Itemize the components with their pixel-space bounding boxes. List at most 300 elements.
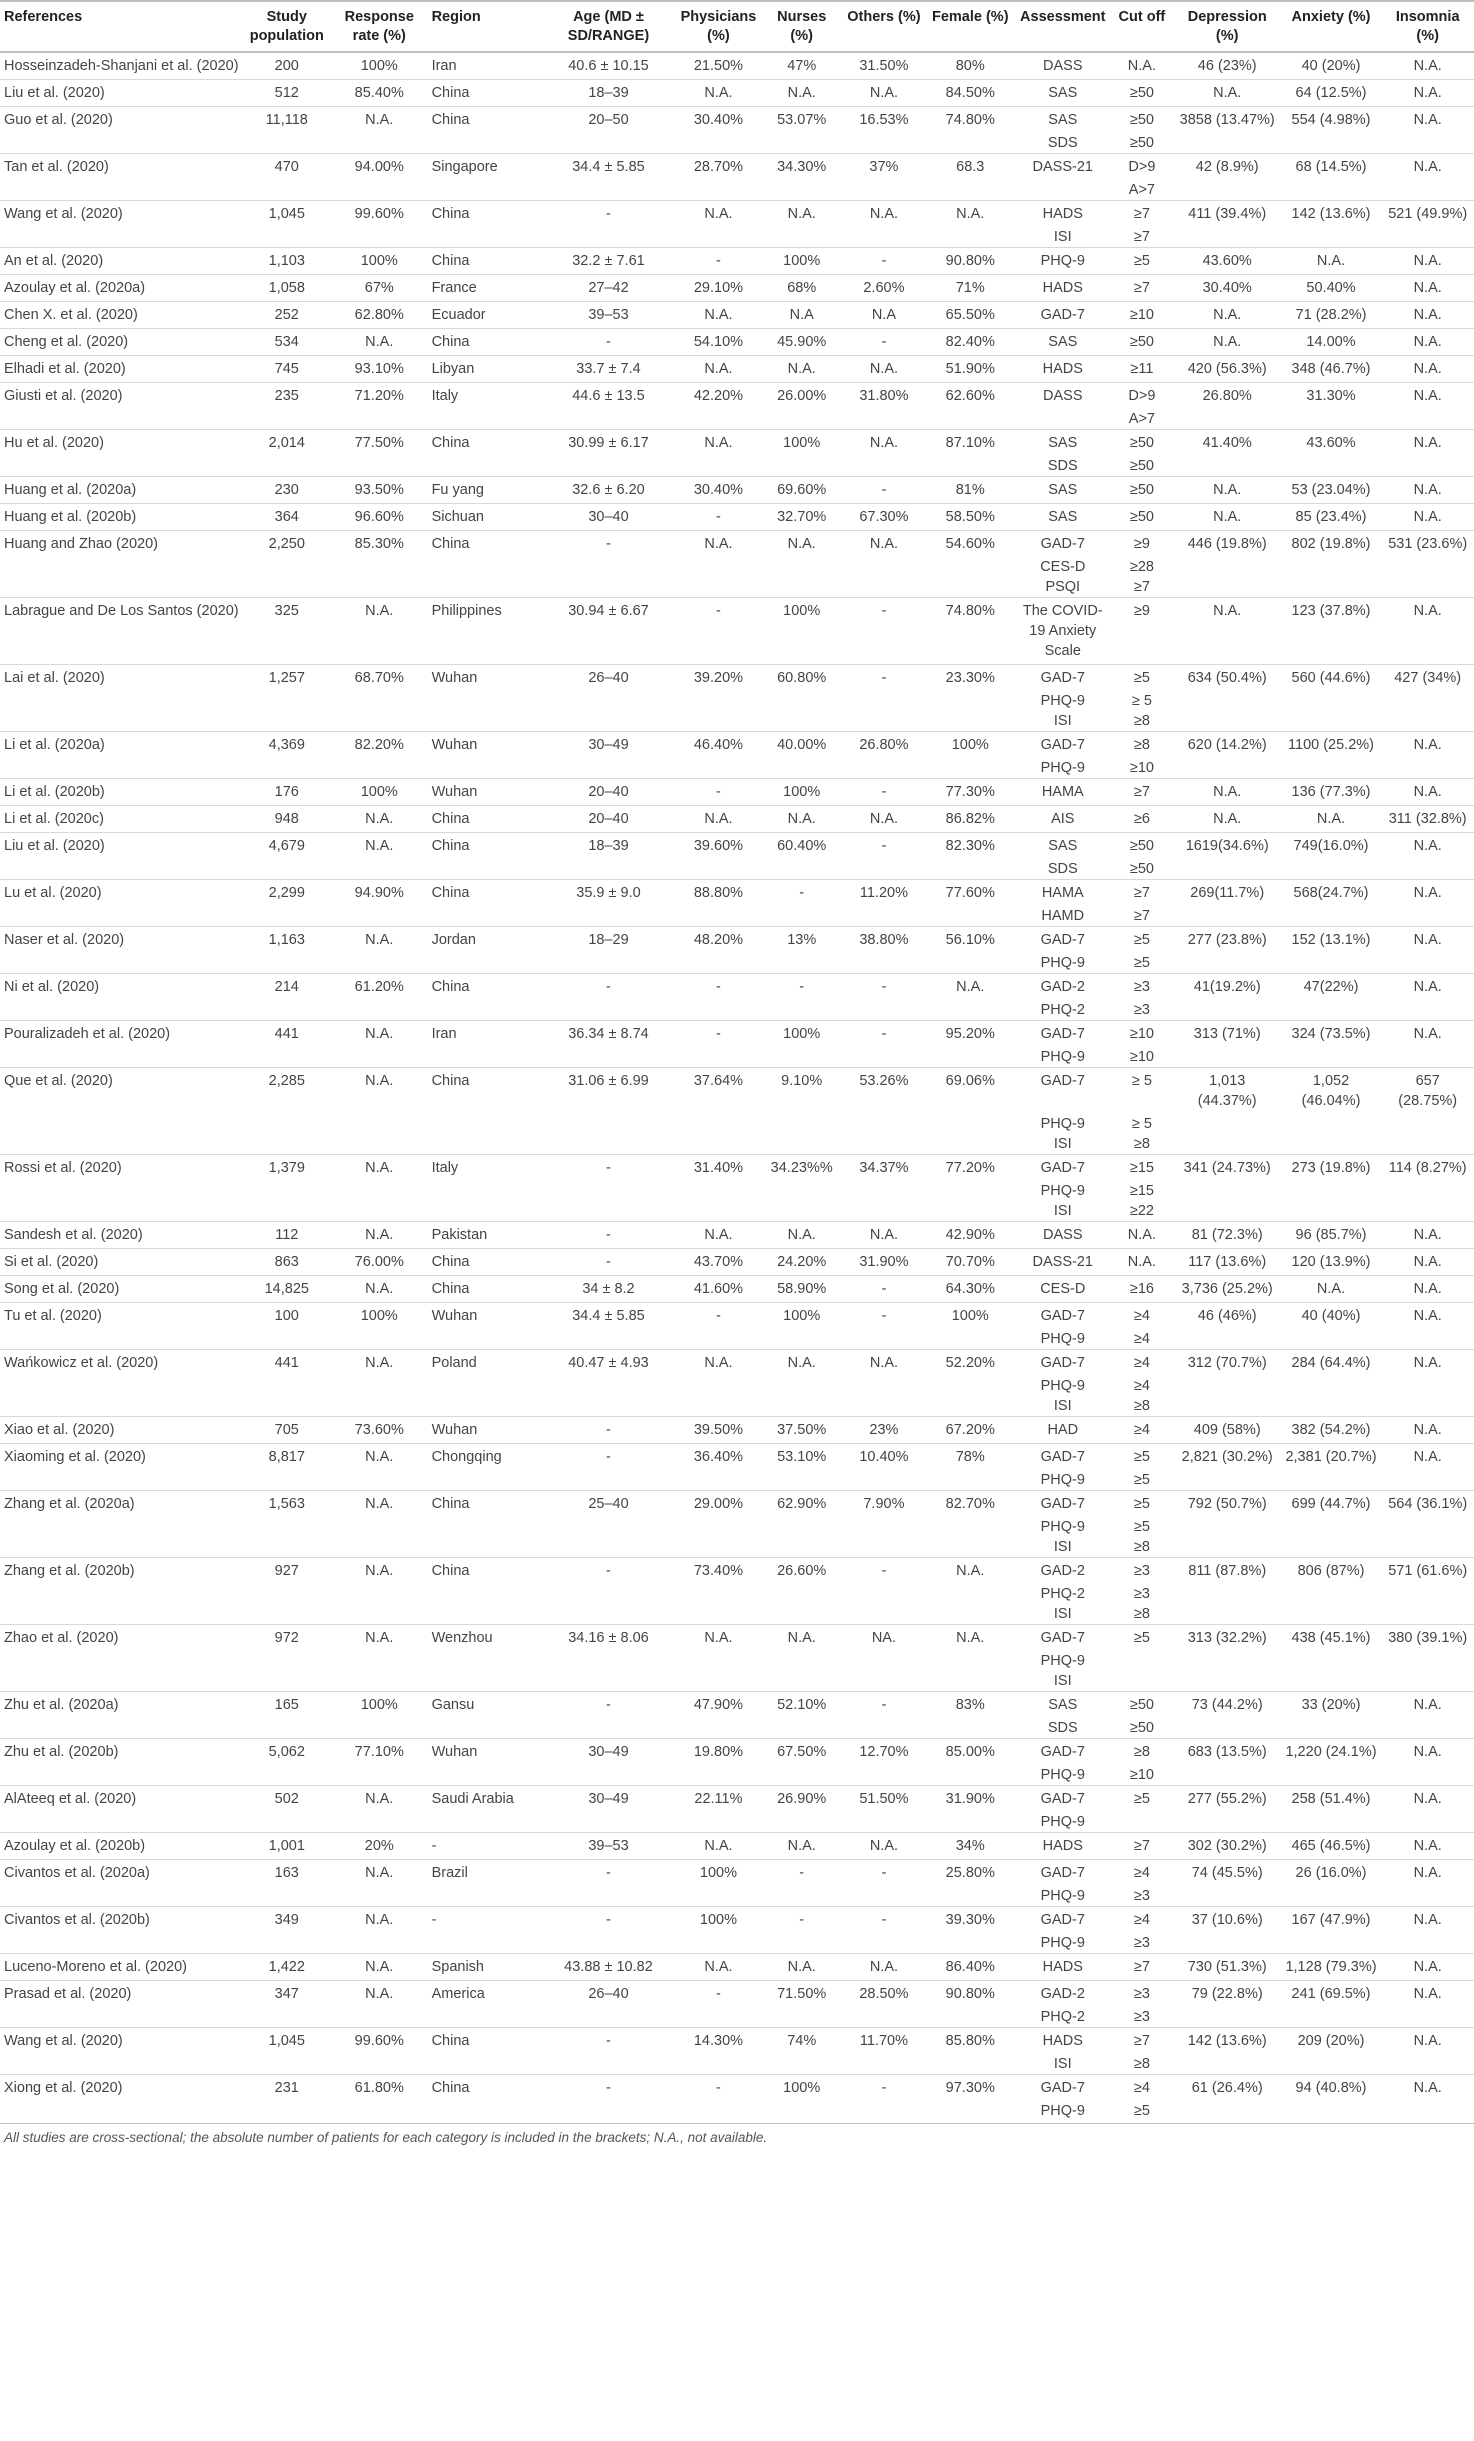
table-cell: ≥3 — [1133, 1002, 1150, 1018]
table-cell — [1174, 1651, 1281, 1671]
table-row — [0, 598, 1474, 665]
table-cell: N.A. — [761, 806, 843, 833]
table-cell — [761, 456, 843, 477]
table-cell — [331, 906, 428, 927]
table-cell — [925, 1537, 1015, 1558]
table-cell — [1110, 1671, 1174, 1692]
table-cell: 47(22%) — [1281, 974, 1382, 1001]
table-cell — [676, 1000, 760, 1021]
table-cell: ≥50 — [1110, 80, 1174, 107]
table-cell — [541, 1470, 677, 1491]
table-cell: N.A. — [761, 201, 843, 228]
table-cell — [1281, 1812, 1382, 1833]
table-cell — [541, 2101, 677, 2121]
table-cell — [1281, 1201, 1382, 1222]
table-cell: 37.50% — [761, 1417, 843, 1444]
table-cell — [1281, 1584, 1382, 1604]
table-cell — [541, 691, 677, 711]
table-cell: GAD-7 — [1015, 1860, 1110, 1887]
table-row — [0, 1276, 1474, 1303]
table-cell — [676, 1604, 760, 1625]
table-cell: ≥4 — [1110, 1350, 1174, 1377]
table-cell: ≥28 — [1129, 559, 1154, 575]
table-cell: China — [428, 974, 541, 1001]
table-cell: 26.60% — [761, 1558, 843, 1585]
table-cell — [761, 711, 843, 732]
table-cell: ≥7 — [1133, 579, 1150, 595]
table-cell: PHQ-9 — [1040, 1331, 1085, 1347]
table-cell: 28.70% — [676, 154, 760, 181]
table-cell: N.A. — [843, 356, 925, 383]
table-cell: N.A. — [1381, 2075, 1474, 2102]
table-cell — [676, 1584, 760, 1604]
table-cell — [243, 1517, 331, 1537]
table-cell — [843, 953, 925, 974]
table-cell — [761, 1134, 843, 1155]
table-cell: ≥4 — [1133, 1378, 1150, 1394]
table-cell — [676, 1329, 760, 1350]
table-row — [0, 732, 1474, 759]
table-cell — [1174, 758, 1281, 779]
table-cell: 40.47 ± 4.93 — [541, 1350, 677, 1377]
table-cell: N.A. — [843, 531, 925, 558]
table-cell: ≥50 — [1129, 1720, 1154, 1736]
table-cell — [1174, 1584, 1281, 1604]
table-cell: 18–39 — [541, 833, 677, 860]
table-cell — [1174, 711, 1281, 732]
table-cell: 54.10% — [676, 329, 760, 356]
table-cell — [676, 180, 760, 201]
table-cell: N.A. — [843, 80, 925, 107]
table-cell: ≥50 — [1110, 504, 1174, 531]
table-row — [0, 227, 1474, 248]
table-cell — [925, 906, 1015, 927]
table-cell: 26.80% — [1174, 383, 1281, 410]
table-cell: 78% — [925, 1444, 1015, 1471]
table-cell — [428, 1329, 541, 1350]
table-cell — [243, 1604, 331, 1625]
table-cell: Gansu — [428, 1692, 541, 1719]
table-cell: 863 — [243, 1249, 331, 1276]
table-cell — [925, 577, 1015, 598]
table-cell: 284 (64.4%) — [1281, 1350, 1382, 1377]
table-cell: 21.50% — [676, 52, 760, 80]
table-cell — [843, 1604, 925, 1625]
table-cell — [243, 1812, 331, 1833]
table-cell: 82.20% — [331, 732, 428, 759]
table-cell: N.A. — [761, 80, 843, 107]
table-cell: ≥5 — [1110, 1786, 1174, 1813]
table-cell — [428, 1933, 541, 1954]
table-row — [0, 329, 1474, 356]
table-cell — [428, 1000, 541, 1021]
table-cell — [428, 1114, 541, 1134]
table-cell — [0, 1584, 243, 1604]
table-cell: 235 — [243, 383, 331, 410]
table-cell: - — [843, 779, 925, 806]
table-cell: 81% — [925, 477, 1015, 504]
table-cell: 36.40% — [676, 1444, 760, 1471]
table-cell: Brazil — [428, 1860, 541, 1887]
table-cell: 43.88 ± 10.82 — [541, 1954, 677, 1981]
table-cell: 30–49 — [541, 1786, 677, 1813]
table-cell: CES-D — [1040, 559, 1086, 575]
table-cell: 11.70% — [843, 2028, 925, 2055]
table-cell: 1,128 (79.3%) — [1281, 1954, 1382, 1981]
table-row — [0, 711, 1474, 732]
table-cell — [761, 557, 843, 577]
table-cell: 18–29 — [541, 927, 677, 954]
table-cell: 43.60% — [1174, 248, 1281, 275]
table-cell: N.A. — [1381, 1981, 1474, 2008]
table-cell — [428, 691, 541, 711]
table-cell: 37 (10.6%) — [1174, 1907, 1281, 1934]
table-cell — [541, 953, 677, 974]
table-row — [0, 1812, 1474, 1833]
table-cell — [676, 859, 760, 880]
table-cell: 26.80% — [843, 732, 925, 759]
table-cell: 47.90% — [676, 1692, 760, 1719]
table-cell: - — [428, 1833, 541, 1860]
table-cell: Huang et al. (2020a) — [0, 477, 243, 504]
table-cell: N.A. — [1281, 806, 1382, 833]
table-cell: - — [761, 974, 843, 1001]
table-cell: ≥7 — [1133, 908, 1150, 924]
table-cell — [243, 1537, 331, 1558]
table-cell: 165 — [243, 1692, 331, 1719]
table-cell: SAS — [1015, 329, 1110, 356]
table-cell — [243, 1886, 331, 1907]
table-cell: Wuhan — [428, 1303, 541, 1330]
table-cell: Li et al. (2020b) — [0, 779, 243, 806]
table-row — [0, 275, 1474, 302]
table-cell — [428, 1047, 541, 1068]
table-cell — [331, 1812, 428, 1833]
table-row — [0, 1517, 1474, 1537]
table-cell — [843, 1584, 925, 1604]
table-cell — [1281, 409, 1382, 430]
table-cell: N.A. — [331, 1625, 428, 1652]
table-cell: N.A. — [925, 1625, 1015, 1652]
table-cell: - — [676, 504, 760, 531]
table-cell — [1174, 691, 1281, 711]
table-cell — [243, 859, 331, 880]
table-cell: HADS — [1015, 275, 1110, 302]
table-cell: PHQ-9 — [1040, 2103, 1085, 2119]
table-cell — [1381, 1718, 1474, 1739]
header-row — [0, 1, 1474, 52]
table-cell: SAS — [1015, 833, 1110, 860]
table-cell — [1174, 1329, 1281, 1350]
table-cell — [676, 227, 760, 248]
table-cell: 51.50% — [843, 1786, 925, 1813]
table-cell: 31.30% — [1281, 383, 1382, 410]
table-cell: - — [541, 2028, 677, 2055]
table-cell: 241 (69.5%) — [1281, 1981, 1382, 2008]
table-cell — [541, 1181, 677, 1201]
table-cell: 34.4 ± 5.85 — [541, 1303, 677, 1330]
table-cell: SDS — [1047, 135, 1078, 151]
table-cell: GAD-7 — [1015, 531, 1110, 558]
table-cell: N.A. — [676, 1222, 760, 1249]
table-cell: 16.53% — [843, 107, 925, 134]
table-cell: N.A. — [1381, 2028, 1474, 2055]
table-cell: 34.37% — [843, 1155, 925, 1182]
table-cell: Wuhan — [428, 732, 541, 759]
table-cell — [1281, 1000, 1382, 1021]
table-cell: 302 (30.2%) — [1174, 1833, 1281, 1860]
table-cell: Giusti et al. (2020) — [0, 383, 243, 410]
table-cell: ≥5 — [1133, 2103, 1150, 2119]
table-cell — [0, 1047, 243, 1068]
table-cell — [676, 906, 760, 927]
table-cell — [761, 180, 843, 201]
table-cell: 273 (19.8%) — [1281, 1155, 1382, 1182]
table-cell: 152 (13.1%) — [1281, 927, 1382, 954]
table-cell — [1381, 456, 1474, 477]
table-cell: ≥5 — [1110, 1625, 1174, 1652]
table-cell — [843, 1114, 925, 1134]
table-cell: - — [843, 833, 925, 860]
table-cell: PHQ-9 — [1040, 1767, 1085, 1783]
table-cell: Xiong et al. (2020) — [0, 2075, 243, 2102]
table-cell: - — [843, 1276, 925, 1303]
table-cell — [1381, 953, 1474, 974]
table-cell: N.A. — [676, 1350, 760, 1377]
table-cell: 1,045 — [243, 2028, 331, 2055]
table-cell — [843, 456, 925, 477]
table-cell: 806 (87%) — [1281, 1558, 1382, 1585]
table-cell: 87.10% — [925, 430, 1015, 457]
table-cell — [0, 133, 243, 154]
table-cell: SDS — [1047, 458, 1078, 474]
table-cell: 231 — [243, 2075, 331, 2102]
table-cell: ≥5 — [1133, 1472, 1150, 1488]
table-cell — [1281, 456, 1382, 477]
table-cell: China — [428, 201, 541, 228]
table-cell: 1,045 — [243, 201, 331, 228]
table-cell: GAD-7 — [1015, 2075, 1110, 2102]
table-cell: 64.30% — [925, 1276, 1015, 1303]
table-cell: 53.10% — [761, 1444, 843, 1471]
table-cell: 142 (13.6%) — [1174, 2028, 1281, 2055]
table-cell: 123 (37.8%) — [1281, 598, 1382, 665]
table-cell: ≥15 — [1110, 1155, 1174, 1182]
table-cell: Zhao et al. (2020) — [0, 1625, 243, 1652]
table-row — [0, 880, 1474, 907]
table-cell — [676, 577, 760, 598]
table-cell: HADS — [1015, 2028, 1110, 2055]
table-cell — [0, 1517, 243, 1537]
table-cell: 74.80% — [925, 598, 1015, 665]
table-cell: 792 (50.7%) — [1174, 1491, 1281, 1518]
table-cell — [1281, 1396, 1382, 1417]
table-cell: ≥22 — [1129, 1203, 1154, 1219]
table-cell — [925, 1812, 1015, 1833]
table-cell: 1,163 — [243, 927, 331, 954]
table-cell — [0, 1651, 243, 1671]
table-cell: China — [428, 2028, 541, 2055]
table-cell — [428, 1517, 541, 1537]
table-cell: 100% — [925, 1303, 1015, 1330]
table-cell: ≥50 — [1110, 477, 1174, 504]
table-cell: N.A. — [1381, 833, 1474, 860]
table-cell: 634 (50.4%) — [1174, 665, 1281, 692]
table-cell: 100% — [761, 598, 843, 665]
table-cell: 94.90% — [331, 880, 428, 907]
table-cell: N.A. — [1381, 1833, 1474, 1860]
table-cell: N.A. — [1381, 302, 1474, 329]
table-cell: 53 (23.04%) — [1281, 477, 1382, 504]
table-cell: Ni et al. (2020) — [0, 974, 243, 1001]
table-cell — [843, 1765, 925, 1786]
table-cell — [331, 1396, 428, 1417]
table-cell — [1174, 1604, 1281, 1625]
table-cell: SAS — [1015, 107, 1110, 134]
table-cell: GAD-7 — [1015, 1021, 1110, 1048]
table-cell: 100% — [761, 248, 843, 275]
table-cell — [243, 1114, 331, 1134]
table-cell: 100% — [331, 1692, 428, 1719]
table-cell — [1381, 691, 1474, 711]
table-cell: ≥8 — [1133, 2056, 1150, 2072]
table-cell — [761, 1000, 843, 1021]
table-cell — [1281, 1329, 1382, 1350]
table-cell: 341 (24.73%) — [1174, 1155, 1281, 1182]
table-cell: N.A. — [843, 806, 925, 833]
table-cell — [761, 1201, 843, 1222]
table-cell — [331, 953, 428, 974]
table-cell: AIS — [1015, 806, 1110, 833]
table-cell: 31.80% — [843, 383, 925, 410]
table-cell — [1174, 1812, 1281, 1833]
table-cell — [676, 2101, 760, 2121]
table-cell: 99.60% — [331, 2028, 428, 2055]
table-row — [0, 1558, 1474, 1585]
table-cell: N.A. — [1381, 383, 1474, 410]
table-cell — [1381, 1396, 1474, 1417]
table-cell: 1,257 — [243, 665, 331, 692]
table-cell: 441 — [243, 1350, 331, 1377]
table-cell: Wańkowicz et al. (2020) — [0, 1350, 243, 1377]
table-cell — [676, 133, 760, 154]
table-cell: N.A. — [1174, 806, 1281, 833]
table-cell: 1,220 (24.1%) — [1281, 1739, 1382, 1766]
table-cell — [1381, 1470, 1474, 1491]
table-cell: 230 — [243, 477, 331, 504]
table-cell: 927 — [243, 1558, 331, 1585]
table-row — [0, 107, 1474, 134]
table-cell: 100% — [761, 779, 843, 806]
table-cell: N.A. — [925, 1558, 1015, 1585]
table-cell: N.A. — [1381, 1786, 1474, 1813]
table-cell: 42.20% — [676, 383, 760, 410]
table-cell: ≥11 — [1110, 356, 1174, 383]
table-cell: N.A. — [1174, 477, 1281, 504]
table-cell: SAS — [1015, 80, 1110, 107]
table-cell: 68% — [761, 275, 843, 302]
table-cell: - — [676, 1981, 760, 2008]
table-cell — [0, 1470, 243, 1491]
table-cell — [331, 691, 428, 711]
table-cell: N.A. — [761, 1833, 843, 1860]
table-cell: 77.10% — [331, 1739, 428, 1766]
table-row — [0, 1833, 1474, 1860]
table-cell: ≥4 — [1133, 1331, 1150, 1347]
table-cell: N.A. — [1381, 275, 1474, 302]
table-cell: 67.50% — [761, 1739, 843, 1766]
table-cell: ISI — [1053, 229, 1072, 245]
table-cell — [541, 758, 677, 779]
table-cell: 30–49 — [541, 1739, 677, 1766]
table-cell — [331, 1651, 428, 1671]
table-cell: 9.10% — [761, 1068, 843, 1115]
table-row — [0, 1671, 1474, 1692]
table-cell: ≥5 — [1133, 955, 1150, 971]
table-cell: 37% — [843, 154, 925, 181]
column-header: Nurses (%) — [761, 1, 843, 52]
table-cell: ISI — [1053, 1606, 1072, 1622]
table-cell: HAMA — [1015, 779, 1110, 806]
table-cell: ≥7 — [1110, 201, 1174, 228]
table-cell — [1174, 906, 1281, 927]
table-cell: 62.90% — [761, 1491, 843, 1518]
table-cell: 45.90% — [761, 329, 843, 356]
table-cell: N.A. — [1381, 329, 1474, 356]
table-cell — [1174, 1000, 1281, 1021]
table-cell: 62.80% — [331, 302, 428, 329]
table-row — [0, 1584, 1474, 1604]
table-cell: 2,821 (30.2%) — [1174, 1444, 1281, 1471]
table-cell — [843, 2101, 925, 2121]
table-cell — [925, 227, 1015, 248]
table-cell — [843, 1671, 925, 1692]
table-cell — [676, 1812, 760, 1833]
table-cell: Sichuan — [428, 504, 541, 531]
table-cell — [243, 1376, 331, 1396]
table-cell: Iran — [428, 1021, 541, 1048]
table-cell — [925, 758, 1015, 779]
table-cell: - — [843, 1692, 925, 1719]
table-cell: 554 (4.98%) — [1281, 107, 1382, 134]
table-cell — [1174, 1671, 1281, 1692]
table-cell: N.A. — [761, 1350, 843, 1377]
table-cell: 62.60% — [925, 383, 1015, 410]
table-cell: N.A. — [761, 1954, 843, 1981]
table-cell: N.A. — [331, 1907, 428, 1934]
table-cell: N.A. — [676, 430, 760, 457]
table-cell: 35.9 ± 9.0 — [541, 880, 677, 907]
table-cell — [428, 577, 541, 598]
table-cell: China — [428, 833, 541, 860]
table-cell: 61 (26.4%) — [1174, 2075, 1281, 2102]
table-cell: - — [843, 248, 925, 275]
table-cell: Lu et al. (2020) — [0, 880, 243, 907]
table-cell: 24.20% — [761, 1249, 843, 1276]
table-row — [0, 1201, 1474, 1222]
table-row — [0, 1860, 1474, 1887]
table-row — [0, 1329, 1474, 1350]
table-cell: ≥7 — [1110, 779, 1174, 806]
table-cell — [1281, 711, 1382, 732]
table-cell — [331, 1201, 428, 1222]
table-cell: N.A. — [1381, 248, 1474, 275]
table-cell — [0, 1604, 243, 1625]
table-cell: Li et al. (2020a) — [0, 732, 243, 759]
table-cell: 277 (55.2%) — [1174, 1786, 1281, 1813]
table-cell: GAD-7 — [1015, 1739, 1110, 1766]
table-cell — [1174, 1181, 1281, 1201]
